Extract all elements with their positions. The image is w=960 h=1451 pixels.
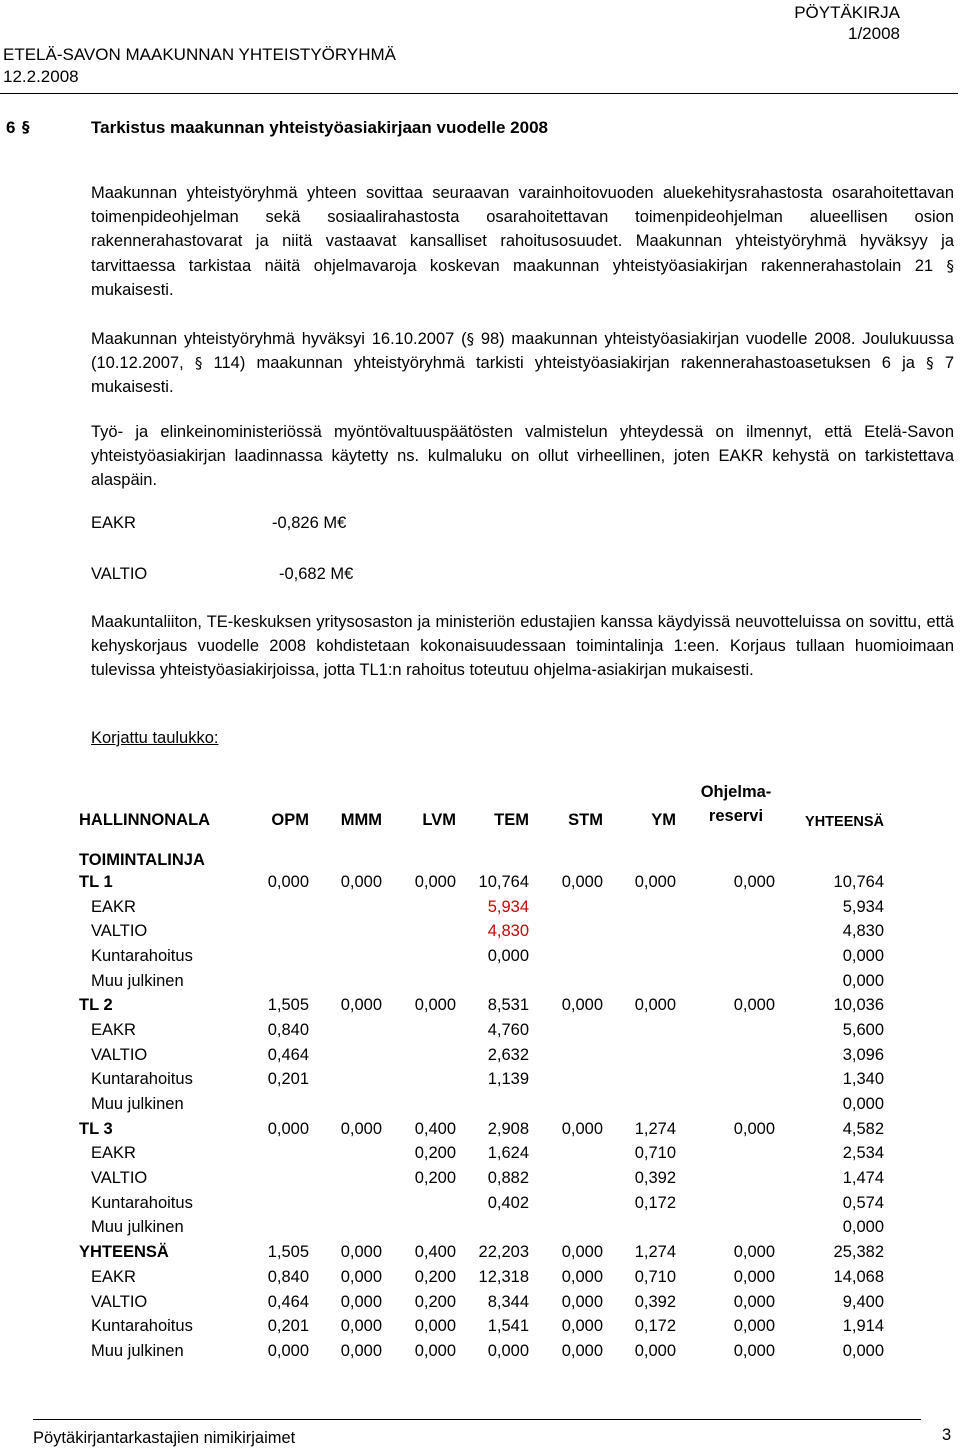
table-cell: 0,000 bbox=[733, 872, 775, 891]
table-cell bbox=[247, 1191, 309, 1216]
table-group-row bbox=[79, 1240, 884, 1265]
table-cell: 1,474 bbox=[842, 1169, 884, 1188]
table-cell: 0,000 bbox=[487, 1341, 529, 1360]
table-cell: 0,000 bbox=[733, 996, 775, 1015]
table-cell: 0,000 bbox=[733, 1317, 775, 1336]
table-cell bbox=[529, 1166, 603, 1191]
header-ym: YM bbox=[651, 811, 676, 829]
table-cell bbox=[382, 1043, 456, 1068]
table-cell bbox=[676, 919, 775, 944]
table-cell: 0,000 bbox=[267, 1341, 309, 1360]
table-cell: 10,764 bbox=[833, 872, 884, 891]
table-cell: 0,200 bbox=[414, 1144, 456, 1163]
table-cell: 0,000 bbox=[561, 1243, 603, 1262]
table-row bbox=[79, 944, 884, 969]
table-cell: 1,505 bbox=[267, 996, 309, 1015]
table-cell bbox=[382, 1068, 456, 1093]
table-cell: 8,531 bbox=[487, 996, 529, 1015]
table-cell bbox=[247, 1142, 309, 1167]
table-cell: 1,274 bbox=[634, 1119, 676, 1138]
table-cell bbox=[603, 969, 676, 994]
table-row bbox=[79, 919, 884, 944]
table-cell: 0,000 bbox=[634, 1341, 676, 1360]
table-cell: 0,000 bbox=[842, 1341, 884, 1360]
table-cell: 0,402 bbox=[487, 1193, 529, 1212]
table-cell: 0,172 bbox=[634, 1317, 676, 1336]
table-cell: 0,000 bbox=[340, 1243, 382, 1262]
row-label: EAKR bbox=[91, 1267, 136, 1286]
table-cell: 0,392 bbox=[634, 1169, 676, 1188]
paragraph-approval-part1: Maakunnan yhteistyöryhmä hyväksyi 16.10.2007 ( bbox=[91, 330, 467, 348]
table-row bbox=[79, 1216, 884, 1241]
document-type: PÖYTÄKIRJA bbox=[794, 3, 900, 22]
table-cell: 0,000 bbox=[561, 1317, 603, 1336]
table-cell bbox=[309, 1142, 382, 1167]
table-cell: 4,830 bbox=[842, 922, 884, 941]
table-row bbox=[79, 1265, 884, 1290]
row-label: TL 2 bbox=[79, 996, 113, 1015]
section-symbol-ref: § bbox=[466, 330, 475, 348]
table-cell bbox=[676, 1191, 775, 1216]
table-cell: 1,541 bbox=[487, 1317, 529, 1336]
table-group-row bbox=[79, 1117, 884, 1142]
table-cell: 0,000 bbox=[267, 872, 309, 891]
header-divider bbox=[0, 93, 958, 94]
table-cell: 0,000 bbox=[733, 1341, 775, 1360]
table-cell bbox=[382, 1018, 456, 1043]
table-cell: 0,000 bbox=[842, 1095, 884, 1114]
table-cell bbox=[309, 1166, 382, 1191]
table-cell: 0,000 bbox=[733, 1267, 775, 1286]
table-row bbox=[79, 1166, 884, 1191]
header-stm: STM bbox=[568, 811, 603, 829]
table-cell: 0,840 bbox=[267, 1020, 309, 1039]
table-cell: 0,000 bbox=[340, 996, 382, 1015]
table-cell bbox=[676, 969, 775, 994]
table-group-row bbox=[79, 870, 884, 895]
table-cell bbox=[676, 1092, 775, 1117]
row-label: Muu julkinen bbox=[91, 971, 184, 990]
table-row bbox=[79, 1191, 884, 1216]
signature-label: Pöytäkirjantarkastajien nimikirjaimet bbox=[33, 1429, 296, 1447]
row-label: TL 1 bbox=[79, 872, 113, 891]
row-label: EAKR bbox=[91, 1144, 136, 1163]
table-row bbox=[79, 969, 884, 994]
table-cell: 10,036 bbox=[833, 996, 884, 1015]
table-cell bbox=[676, 944, 775, 969]
table-cell: 0,000 bbox=[340, 1119, 382, 1138]
table-cell: 0,172 bbox=[634, 1193, 676, 1212]
paragraph-issue: Työ- ja elinkeinoministeriössä myöntövaltuuspäätösten valmistelun yhteydessä on ilmennyt, että Etelä-Savon yhteistyöasiakirjan laadinnassa käytetty ns. kulmaluku on ollut virheellinen, joten EAKR kehystä on tarkistettava alaspäin. bbox=[91, 423, 954, 490]
table-cell bbox=[529, 919, 603, 944]
correction-label-eakr: EAKR bbox=[91, 514, 136, 532]
table-cell bbox=[382, 1216, 456, 1241]
table-cell: 0,000 bbox=[733, 1119, 775, 1138]
table-cell bbox=[603, 1092, 676, 1117]
row-label: Muu julkinen bbox=[91, 1218, 184, 1237]
table-caption: Korjattu taulukko: bbox=[91, 729, 219, 747]
table-cell bbox=[529, 969, 603, 994]
table-cell: 2,908 bbox=[487, 1119, 529, 1138]
row-label: Kuntarahoitus bbox=[91, 1317, 193, 1336]
section-symbol: § bbox=[22, 118, 30, 136]
table-cell: 0,201 bbox=[267, 1317, 309, 1336]
header-ohjelmareservi-text: Ohjelma-reservi bbox=[700, 783, 772, 825]
table-cell: 2,534 bbox=[842, 1144, 884, 1163]
paragraph-negotiation: Maakuntaliiton, TE-keskuksen yritysosaston ja ministeriön edustajien kanssa käydyissä neuvotteluissa on sovittu, että kehyskorjaus vuodelle 2008 kohdistetaan kokonaisuudessaan toimintalinja 1:een. Korjaus tullaan huomioimaan tulevissa yhteistyöasiakirjoissa, jotta TL1:n rahoitus toteutuu ohjelma-asiakirjan mukaisesti. bbox=[91, 613, 954, 680]
table-cell bbox=[309, 1043, 382, 1068]
table-cell: 1,139 bbox=[487, 1070, 529, 1089]
table-cell bbox=[382, 895, 456, 920]
table-cell: 4,582 bbox=[842, 1119, 884, 1138]
table-cell: 0,200 bbox=[414, 1267, 456, 1286]
table-row bbox=[79, 1018, 884, 1043]
header-tem: TEM bbox=[494, 811, 529, 829]
table-cell: 0,000 bbox=[340, 1317, 382, 1336]
table-cell bbox=[309, 919, 382, 944]
table-cell bbox=[529, 944, 603, 969]
table-cell bbox=[382, 1092, 456, 1117]
table-cell bbox=[603, 944, 676, 969]
table-row bbox=[79, 1339, 884, 1364]
row-label: Muu julkinen bbox=[91, 1095, 184, 1114]
row-label: Kuntarahoitus bbox=[91, 1070, 193, 1089]
correction-value-valtio: -0,682 M€ bbox=[279, 565, 354, 583]
table-row bbox=[79, 1068, 884, 1093]
table-cell: 0,000 bbox=[561, 1267, 603, 1286]
table-cell bbox=[247, 919, 309, 944]
table-cell bbox=[603, 895, 676, 920]
header-hallinnonala: HALLINNONALA bbox=[79, 811, 211, 829]
table-cell: 0,000 bbox=[561, 1292, 603, 1311]
table-cell: 2,632 bbox=[487, 1045, 529, 1064]
table-cell bbox=[309, 969, 382, 994]
table-cell: 0,000 bbox=[340, 1267, 382, 1286]
table-cell bbox=[309, 1092, 382, 1117]
row-label: EAKR bbox=[91, 897, 136, 916]
table-cell bbox=[676, 1018, 775, 1043]
table-cell: 1,505 bbox=[267, 1243, 309, 1262]
table-cell bbox=[309, 1191, 382, 1216]
table-cell: 0,574 bbox=[842, 1193, 884, 1212]
paragraph-approval-part3: 114) maakunnan yhteistyöryhmä tarkisti yhteistyöasiakirjan rakennerahastoasetuksen 6 ja bbox=[213, 354, 915, 373]
section-title: Tarkistus maakunnan yhteistyöasiakirjaan vuodelle 2008 bbox=[91, 118, 548, 137]
table-cell bbox=[603, 919, 676, 944]
table-cell: 0,000 bbox=[340, 1292, 382, 1311]
table-cell: 9,400 bbox=[842, 1292, 884, 1311]
table-row bbox=[79, 1043, 884, 1068]
table-cell bbox=[529, 1142, 603, 1167]
section-symbol-ref: § bbox=[946, 256, 954, 275]
table-cell bbox=[676, 895, 775, 920]
row-label: VALTIO bbox=[91, 1169, 148, 1188]
table-cell bbox=[676, 1043, 775, 1068]
table-cell bbox=[247, 1166, 309, 1191]
table-cell bbox=[603, 1043, 676, 1068]
table-cell bbox=[529, 1018, 603, 1043]
table-cell bbox=[676, 1166, 775, 1191]
table-cell: 0,840 bbox=[267, 1267, 309, 1286]
table-cell: 0,000 bbox=[842, 1218, 884, 1237]
section-symbol-ref: § bbox=[194, 354, 203, 373]
table-cell bbox=[247, 944, 309, 969]
table-cell: 0,000 bbox=[414, 996, 456, 1015]
table-group-row bbox=[79, 993, 884, 1018]
paragraph-intro-text: Maakunnan yhteistyöryhmä yhteen sovittaa seuraavan varainhoitovuoden aluekehitysrahastosta osarahoitettavan toimenpideohjelman sekä sosiaalirahastosta osarahoitettavan toimenpideohjelman alueellisen osion rakennerahastovarat ja niitä vastaavat kansalliset rahoitusosuudet. Maakunnan yhteistyöryhmä hyväksyy ja tarvittaessa tarkistaa näitä ohjelmavaroja koskevan maakunnan yhteistyöasiakirjan rakennerahastolain 21 bbox=[91, 184, 954, 275]
meeting-date: 12.2.2008 bbox=[3, 67, 79, 86]
table-cell: 0,464 bbox=[267, 1292, 309, 1311]
table-cell bbox=[382, 1191, 456, 1216]
table-cell: 25,382 bbox=[833, 1243, 884, 1262]
table-cell bbox=[529, 1092, 603, 1117]
organization-name: ETELÄ-SAVON MAAKUNNAN YHTEISTYÖRYHMÄ bbox=[3, 45, 396, 64]
table-cell: 0,000 bbox=[487, 946, 529, 965]
table-row bbox=[79, 1290, 884, 1315]
table-cell bbox=[676, 1216, 775, 1241]
table-cell: 0,200 bbox=[414, 1292, 456, 1311]
table-cell: 1,274 bbox=[634, 1243, 676, 1262]
table-cell bbox=[309, 1216, 382, 1241]
table-cell: 0,000 bbox=[842, 971, 884, 990]
table-cell: 0,000 bbox=[733, 1243, 775, 1262]
table-cell: 4,830 bbox=[487, 922, 529, 941]
row-label: Kuntarahoitus bbox=[91, 946, 193, 965]
table-cell: 0,400 bbox=[414, 1119, 456, 1138]
table-cell: 4,760 bbox=[487, 1020, 529, 1039]
footer-divider bbox=[33, 1419, 921, 1420]
table-cell bbox=[456, 1216, 529, 1241]
table-cell bbox=[247, 895, 309, 920]
document-number: 1/2008 bbox=[848, 24, 900, 43]
table-cell: 0,000 bbox=[414, 872, 456, 891]
table-cell: 0,000 bbox=[561, 996, 603, 1015]
table-cell: 12,318 bbox=[478, 1267, 529, 1286]
table-cell: 3,096 bbox=[842, 1045, 884, 1064]
table-cell: 5,600 bbox=[842, 1020, 884, 1039]
table-row bbox=[79, 895, 884, 920]
table-cell: 0,200 bbox=[414, 1169, 456, 1188]
header-ohjelmareservi bbox=[676, 774, 775, 836]
header-lvm: LVM bbox=[422, 811, 456, 829]
table-cell: 1,914 bbox=[842, 1317, 884, 1336]
table-cell: 0,000 bbox=[561, 1119, 603, 1138]
table-cell: 22,203 bbox=[478, 1243, 529, 1262]
paragraph-approval bbox=[91, 327, 954, 400]
table-cell bbox=[676, 1068, 775, 1093]
table-cell bbox=[309, 1068, 382, 1093]
table-cell: 0,000 bbox=[561, 1341, 603, 1360]
table-cell bbox=[529, 1216, 603, 1241]
table-cell: 0,000 bbox=[340, 1341, 382, 1360]
row-label: VALTIO bbox=[91, 922, 148, 941]
budget-table bbox=[79, 774, 884, 1364]
table-cell bbox=[603, 1018, 676, 1043]
table-cell: 5,934 bbox=[842, 897, 884, 916]
table-cell bbox=[529, 1191, 603, 1216]
table-cell: 0,201 bbox=[267, 1070, 309, 1089]
page-number: 3 bbox=[942, 1426, 952, 1444]
table-cell bbox=[247, 969, 309, 994]
table-cell: 0,000 bbox=[267, 1119, 309, 1138]
table-cell bbox=[603, 1216, 676, 1241]
table-cell: 0,000 bbox=[414, 1317, 456, 1336]
row-label: VALTIO bbox=[91, 1292, 148, 1311]
table-cell: 0,000 bbox=[634, 872, 676, 891]
table-cell: 1,624 bbox=[487, 1144, 529, 1163]
correction-label-valtio: VALTIO bbox=[91, 565, 148, 583]
table-cell bbox=[676, 1142, 775, 1167]
table-cell bbox=[309, 1018, 382, 1043]
table-row bbox=[79, 1092, 884, 1117]
row-label: EAKR bbox=[91, 1020, 136, 1039]
table-cell: 1,340 bbox=[842, 1070, 884, 1089]
header-yhteensa: YHTEENSÄ bbox=[805, 814, 884, 830]
table-header-row bbox=[79, 774, 884, 836]
correction-value-eakr: -0,826 M€ bbox=[272, 514, 347, 532]
table-cell: 0,400 bbox=[414, 1243, 456, 1262]
row-label: Muu julkinen bbox=[91, 1341, 184, 1360]
table-cell: 0,000 bbox=[414, 1341, 456, 1360]
table-cell bbox=[309, 944, 382, 969]
table-cell bbox=[529, 1068, 603, 1093]
header-mmm: MMM bbox=[340, 811, 382, 829]
row-label: VALTIO bbox=[91, 1045, 148, 1064]
table-cell: 10,764 bbox=[478, 872, 529, 891]
table-cell bbox=[603, 1068, 676, 1093]
paragraph-intro-end: mukaisesti. bbox=[91, 280, 174, 299]
table-cell bbox=[309, 895, 382, 920]
table-cell: 0,000 bbox=[340, 872, 382, 891]
paragraph-intro bbox=[91, 181, 954, 302]
table-cell bbox=[382, 969, 456, 994]
table-row bbox=[79, 1314, 884, 1339]
table-cell bbox=[529, 1043, 603, 1068]
table-cell: 0,000 bbox=[733, 1292, 775, 1311]
row-label: Kuntarahoitus bbox=[91, 1193, 193, 1212]
table-section-row bbox=[79, 836, 884, 870]
table-row bbox=[79, 1142, 884, 1167]
table-cell: 14,068 bbox=[833, 1267, 884, 1286]
table-cell bbox=[247, 1216, 309, 1241]
table-cell bbox=[247, 1092, 309, 1117]
table-cell: 0,710 bbox=[634, 1267, 676, 1286]
table-cell: 5,934 bbox=[487, 897, 529, 916]
table-cell bbox=[529, 895, 603, 920]
header-opm: OPM bbox=[271, 811, 309, 829]
table-cell: 0,000 bbox=[561, 872, 603, 891]
table-cell bbox=[456, 969, 529, 994]
paragraph-approval-part2: 98) maakunnan yhteistyöasiakirjan vuodelle 2008. Joulukuussa (10.12.2007, bbox=[91, 330, 954, 373]
table-cell bbox=[382, 919, 456, 944]
section-number: 6 bbox=[6, 118, 16, 137]
table-cell: 0,710 bbox=[634, 1144, 676, 1163]
paragraph-approval-part4: 7 mukaisesti. bbox=[91, 354, 955, 397]
table-cell: 0,000 bbox=[842, 946, 884, 965]
row-label: TL 3 bbox=[79, 1119, 113, 1138]
table-cell: 0,392 bbox=[634, 1292, 676, 1311]
section-symbol-ref: § bbox=[926, 354, 934, 373]
table-cell bbox=[456, 1092, 529, 1117]
table-cell: 0,000 bbox=[634, 996, 676, 1015]
table-cell bbox=[382, 944, 456, 969]
table-cell: 8,344 bbox=[487, 1292, 529, 1311]
table-cell: 0,882 bbox=[487, 1169, 529, 1188]
section-label-toimintalinja: TOIMINTALINJA bbox=[79, 851, 205, 869]
row-label: YHTEENSÄ bbox=[79, 1243, 169, 1262]
table-cell: 0,464 bbox=[267, 1045, 309, 1064]
